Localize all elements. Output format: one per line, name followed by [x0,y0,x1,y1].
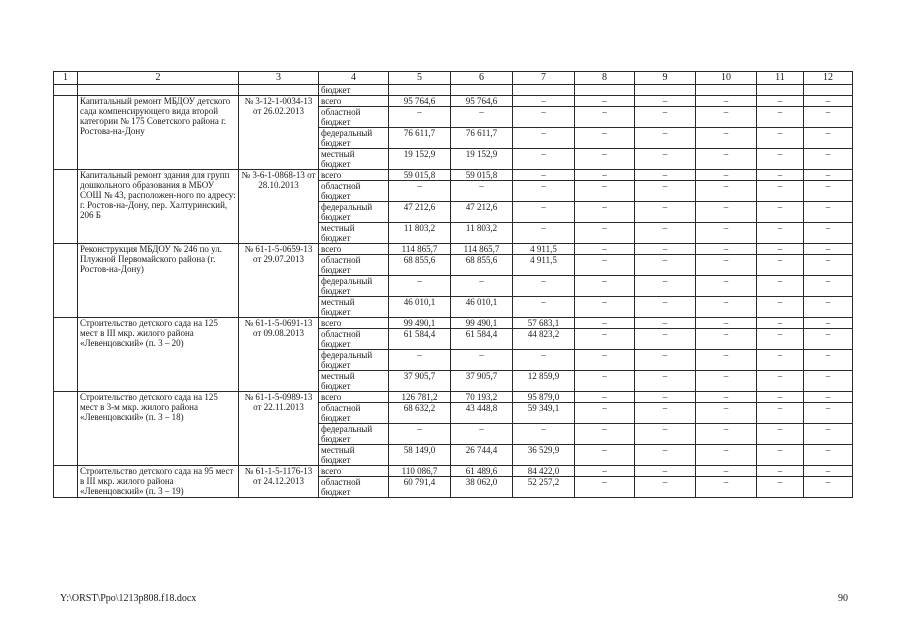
value-col5: – [389,350,451,371]
value-col6: 46 010,1 [451,297,513,318]
value-col10: – [696,255,757,276]
value-col5: 37 905,7 [389,371,451,392]
value-col12: – [804,329,853,350]
value-col7: 52 257,2 [513,477,575,498]
project-name: Капитальный ремонт здания для групп дошкольного образования в МБОУ СОШ № 43, расположен-ного по адресу: г. Ростов-на-Дону, пер. Халтуринский, 206 Б [78,170,239,244]
value-col8: – [575,244,635,255]
value-col9: – [635,107,696,128]
funding-source: всего [319,392,389,403]
value-col9: – [635,149,696,170]
value-col11: – [757,371,804,392]
column-number: 9 [635,72,696,85]
value-col5: 76 611,7 [389,128,451,149]
value-col12: – [804,445,853,466]
value-col8: – [575,392,635,403]
value-col10: – [696,170,757,181]
value-col8: – [575,276,635,297]
value-col7: 84 422,0 [513,466,575,477]
value-col10: – [696,329,757,350]
value-col10: – [696,297,757,318]
value-col7: – [513,276,575,297]
funding-source: местный бюджет [319,223,389,244]
value-col7: – [513,297,575,318]
column-number: 10 [696,72,757,85]
funding-source: областной бюджет [319,255,389,276]
value-col10: – [696,466,757,477]
value-col9: – [635,466,696,477]
value-col7: – [513,181,575,202]
document-number: № 61-1-5-1176-13 от 24.12.2013 [239,466,319,498]
row-index-cell [54,392,78,466]
value-col7: – [513,149,575,170]
value-col11: – [757,318,804,329]
value-col10: – [696,403,757,424]
value-col6: 61 584,4 [451,329,513,350]
value-col12: – [804,350,853,371]
value-col11: – [757,445,804,466]
row-index-cell [54,244,78,318]
row-index-cell [54,96,78,170]
project-name: Капитальный ремонт МБДОУ детского сада компенсирующего вида второй категории № 175 Советского района г. Ростова-на-Дону [78,96,239,170]
funding-source: областной бюджет [319,107,389,128]
value-col7: – [513,170,575,181]
value-col8: – [575,318,635,329]
value-col5: – [389,107,451,128]
value-col10: – [696,424,757,445]
value-col7: 4 911,5 [513,255,575,276]
value-col12: – [804,371,853,392]
value-col12: – [804,424,853,445]
table-row [54,392,853,403]
table-row [54,244,853,255]
value-col11: – [757,276,804,297]
value-col6: 61 489,6 [451,466,513,477]
document-number: № 61-1-5-0989-13 от 22.11.2013 [239,392,319,466]
value-col6: 26 744,4 [451,445,513,466]
value-col8: – [575,445,635,466]
value-col5: 60 791,4 [389,477,451,498]
funding-source: всего [319,170,389,181]
value-col8: – [575,371,635,392]
value-col8: – [575,477,635,498]
value-col7: – [513,424,575,445]
row-index-cell [54,466,78,498]
column-number: 12 [804,72,853,85]
value-col5: 47 212,6 [389,202,451,223]
value-col6: 11 803,2 [451,223,513,244]
value-col11: – [757,392,804,403]
funding-source: областной бюджет [319,329,389,350]
value-col8: – [575,223,635,244]
funding-source: местный бюджет [319,149,389,170]
value-col11: – [757,107,804,128]
document-number: № 3-6-1-0868-13 от 28.10.2013 [239,170,319,244]
empty-cell [54,85,78,96]
value-col12: – [804,255,853,276]
document-number: № 3-12-1-0034-13 от 26.02.2013 [239,96,319,170]
value-col6: – [451,107,513,128]
value-col6: 70 193,2 [451,392,513,403]
value-col11: – [757,329,804,350]
value-col6: 47 212,6 [451,202,513,223]
value-col10: – [696,202,757,223]
value-col7: – [513,202,575,223]
empty-cell [513,85,575,96]
value-col10: – [696,149,757,170]
empty-cell [239,85,319,96]
funding-source: федеральный бюджет [319,276,389,297]
funding-source: бюджет [319,85,389,96]
value-col5: – [389,276,451,297]
value-col8: – [575,170,635,181]
column-number: 6 [451,72,513,85]
empty-cell [757,85,804,96]
value-col11: – [757,255,804,276]
document-number: № 61-1-5-0659-13 от 29.07.2013 [239,244,319,318]
value-col5: 11 803,2 [389,223,451,244]
value-col5: 114 865,7 [389,244,451,255]
column-number: 4 [319,72,389,85]
value-col9: – [635,318,696,329]
value-col10: – [696,318,757,329]
column-number: 5 [389,72,451,85]
value-col5: 68 855,6 [389,255,451,276]
funding-source: федеральный бюджет [319,128,389,149]
value-col12: – [804,128,853,149]
funding-source: областной бюджет [319,403,389,424]
funding-source: федеральный бюджет [319,350,389,371]
funding-source: областной бюджет [319,477,389,498]
value-col11: – [757,181,804,202]
funding-source: федеральный бюджет [319,202,389,223]
column-number: 7 [513,72,575,85]
value-col9: – [635,244,696,255]
value-col8: – [575,424,635,445]
funding-source: всего [319,466,389,477]
value-col8: – [575,181,635,202]
value-col8: – [575,128,635,149]
value-col6: 95 764,6 [451,96,513,107]
project-name: Строительство детского сада на 125 мест в 3-м мкр. жилого района «Левенцовский» (п. 3 – 18) [78,392,239,466]
value-col8: – [575,255,635,276]
value-col9: – [635,371,696,392]
value-col5: 95 764,6 [389,96,451,107]
value-col11: – [757,477,804,498]
project-name: Реконструкция МБДОУ № 246 по ул. Плужной Первомайского района (г. Ростов-на-Дону) [78,244,239,318]
value-col7: 36 529,9 [513,445,575,466]
value-col10: – [696,445,757,466]
value-col8: – [575,202,635,223]
value-col12: – [804,318,853,329]
value-col10: – [696,477,757,498]
table-row [54,170,853,181]
value-col12: – [804,392,853,403]
value-col5: 126 781,2 [389,392,451,403]
value-col11: – [757,128,804,149]
value-col8: – [575,466,635,477]
value-col12: – [804,170,853,181]
value-col12: – [804,403,853,424]
value-col11: – [757,424,804,445]
value-col10: – [696,107,757,128]
value-col11: – [757,403,804,424]
value-col9: – [635,128,696,149]
funding-source: всего [319,318,389,329]
value-col8: – [575,329,635,350]
value-col5: – [389,181,451,202]
value-col7: 12 859,9 [513,371,575,392]
value-col7: 4 911,5 [513,244,575,255]
empty-cell [451,85,513,96]
value-col10: – [696,181,757,202]
value-col10: – [696,96,757,107]
value-col6: 43 448,8 [451,403,513,424]
value-col6: 19 152,9 [451,149,513,170]
value-col5: 68 632,2 [389,403,451,424]
value-col8: – [575,149,635,170]
value-col9: – [635,477,696,498]
value-col5: 61 584,4 [389,329,451,350]
document-number: № 61-1-5-0691-13 от 09.08.2013 [239,318,319,392]
value-col11: – [757,466,804,477]
page-number: 90 [838,593,848,604]
column-number: 3 [239,72,319,85]
budget-table [53,71,853,498]
value-col8: – [575,350,635,371]
project-name: Строительство детского сада на 125 мест в III мкр. жилого района «Левенцовский» (п. 3 – 20) [78,318,239,392]
column-number: 8 [575,72,635,85]
funding-source: всего [319,96,389,107]
value-col11: – [757,170,804,181]
value-col5: 19 152,9 [389,149,451,170]
project-name: Строительство детского сада на 95 мест в III мкр. жилого района «Левенцовский» (п. 3 – 19) [78,466,239,498]
value-col11: – [757,202,804,223]
value-col12: – [804,466,853,477]
value-col12: – [804,223,853,244]
value-col12: – [804,149,853,170]
table-row [54,85,853,96]
value-col6: 59 015,8 [451,170,513,181]
value-col5: 99 490,1 [389,318,451,329]
value-col6: – [451,181,513,202]
value-col9: – [635,403,696,424]
value-col6: – [451,276,513,297]
value-col5: 46 010,1 [389,297,451,318]
funding-source: всего [319,244,389,255]
column-number-row [54,72,853,85]
value-col5: – [389,424,451,445]
value-col10: – [696,128,757,149]
row-index-cell [54,318,78,392]
value-col12: – [804,96,853,107]
value-col12: – [804,477,853,498]
value-col10: – [696,350,757,371]
value-col6: 68 855,6 [451,255,513,276]
value-col7: 95 879,0 [513,392,575,403]
funding-source: местный бюджет [319,371,389,392]
value-col11: – [757,244,804,255]
value-col7: 59 349,1 [513,403,575,424]
value-col9: – [635,223,696,244]
value-col9: – [635,181,696,202]
value-col9: – [635,350,696,371]
value-col6: 114 865,7 [451,244,513,255]
value-col8: – [575,96,635,107]
value-col9: – [635,445,696,466]
value-col9: – [635,424,696,445]
empty-cell [696,85,757,96]
funding-source: областной бюджет [319,181,389,202]
value-col7: – [513,350,575,371]
funding-source: местный бюджет [319,445,389,466]
value-col9: – [635,392,696,403]
value-col11: – [757,223,804,244]
column-number: 1 [54,72,78,85]
empty-cell [635,85,696,96]
footer-file-path: Y:\ORST\Ppo\1213p808.f18.docx [60,593,197,604]
value-col12: – [804,107,853,128]
value-col10: – [696,244,757,255]
value-col5: 59 015,8 [389,170,451,181]
value-col7: – [513,107,575,128]
value-col8: – [575,403,635,424]
column-number: 2 [78,72,239,85]
value-col9: – [635,202,696,223]
value-col12: – [804,276,853,297]
value-col9: – [635,329,696,350]
value-col5: 110 086,7 [389,466,451,477]
column-number: 11 [757,72,804,85]
value-col7: – [513,128,575,149]
row-index-cell [54,170,78,244]
empty-cell [575,85,635,96]
value-col9: – [635,96,696,107]
value-col11: – [757,297,804,318]
empty-cell [389,85,451,96]
funding-source: местный бюджет [319,297,389,318]
value-col6: 38 062,0 [451,477,513,498]
value-col11: – [757,350,804,371]
value-col6: – [451,424,513,445]
value-col11: – [757,149,804,170]
value-col6: – [451,350,513,371]
value-col6: 76 611,7 [451,128,513,149]
value-col12: – [804,202,853,223]
table-row [54,466,853,477]
value-col10: – [696,392,757,403]
value-col8: – [575,107,635,128]
value-col7: – [513,223,575,244]
empty-cell [78,85,239,96]
value-col9: – [635,170,696,181]
value-col8: – [575,297,635,318]
value-col6: 37 905,7 [451,371,513,392]
table-row [54,318,853,329]
value-col10: – [696,276,757,297]
value-col9: – [635,255,696,276]
funding-source: федеральный бюджет [319,424,389,445]
value-col5: 58 149,0 [389,445,451,466]
value-col7: 44 823,2 [513,329,575,350]
value-col10: – [696,223,757,244]
value-col6: 99 490,1 [451,318,513,329]
value-col12: – [804,181,853,202]
value-col9: – [635,297,696,318]
value-col7: 57 683,1 [513,318,575,329]
empty-cell [804,85,853,96]
value-col12: – [804,297,853,318]
value-col9: – [635,276,696,297]
value-col10: – [696,371,757,392]
value-col11: – [757,96,804,107]
table-row [54,96,853,107]
value-col12: – [804,244,853,255]
value-col7: – [513,96,575,107]
